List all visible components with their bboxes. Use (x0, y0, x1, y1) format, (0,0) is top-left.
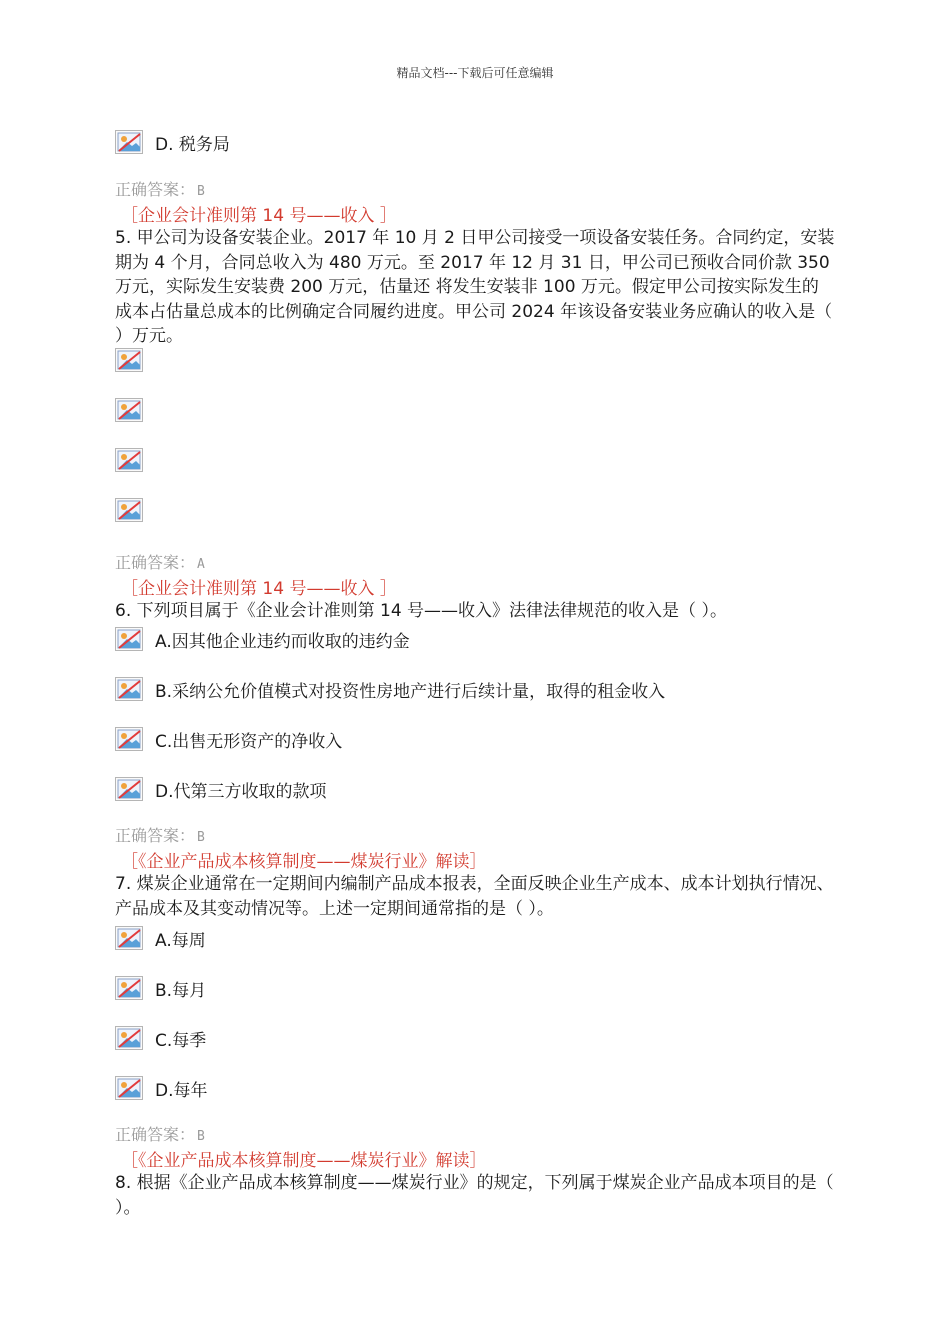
correct-answer-letter: A (197, 557, 205, 572)
question-text: 6. 下列项目属于《企业会计准则第 14 号——收入》法律法律规范的收入是（ ）。 (115, 601, 727, 621)
broken-image-icon (115, 448, 143, 472)
option-label: B.采纳公允价值模式对投资性房地产进行后续计量，取得的租金收入 (155, 681, 666, 702)
answer-option[interactable] (115, 395, 155, 425)
broken-image-icon (115, 727, 143, 751)
question-text: 7. 煤炭企业通常在一定期间内编制产品成本报表，全面反映企业生产成本、成本计划执行情况、产品成本及其变动情况等。上述一定期间通常指的是（ ）。 (115, 874, 834, 919)
broken-image-icon (115, 348, 143, 372)
broken-image-icon (115, 1026, 143, 1050)
option-label: C.出售无形资产的净收入 (155, 731, 343, 752)
correct-answer (115, 1122, 205, 1145)
option-label: A.因其他企业违约而收取的违约金 (155, 631, 410, 652)
broken-image-icon (115, 777, 143, 801)
answer-option[interactable] (115, 973, 206, 1003)
option-label: D.每年 (155, 1080, 208, 1101)
answer-option[interactable] (115, 774, 327, 804)
option-label: C.每季 (155, 1030, 207, 1051)
answer-option[interactable] (115, 445, 155, 475)
answer-option[interactable] (115, 674, 665, 704)
answer-option[interactable] (115, 624, 410, 654)
correct-answer (115, 823, 205, 846)
correct-answer-prefix: 正确答案： (115, 826, 196, 845)
question-text: 8. 根据《企业产品成本核算制度——煤炭行业》的规定，下列属于煤炭企业产品成本项目的是（ ）。 (115, 1173, 834, 1218)
correct-answer (115, 550, 205, 573)
broken-image-icon (115, 926, 143, 950)
source-reference: ［《企业产品成本核算制度——煤炭行业》解读］ (121, 852, 487, 872)
broken-image-icon (115, 1076, 143, 1100)
broken-image-icon (115, 398, 143, 422)
option-label: D.代第三方收取的款项 (155, 781, 327, 802)
correct-answer-letter: B (197, 1129, 205, 1144)
question-text: 5. 甲公司为设备安装企业。2017 年 10 月 2 日甲公司接受一项设备安装任务。合同约定，安装期为 4 个月，合同总收入为 480 万元。至 2017 年 12 月 31 日，甲公司已预收合同价款 350 万元，实际发生安装费 200 万元，估量还 将发生安装非 100 万元。假定甲公司按实际发生的成本占估量总成本的比例确定合同履约进度。甲公司 2024 年该设备安装业务应确认的收入是（ ）万元。 (115, 228, 835, 346)
broken-image-icon (115, 627, 143, 651)
correct-answer-prefix: 正确答案： (115, 180, 196, 199)
answer-option[interactable] (115, 923, 206, 953)
page-header: 精品文档---下载后可任意编辑 (396, 66, 554, 80)
broken-image-icon (115, 130, 143, 154)
answer-option[interactable] (115, 1023, 206, 1053)
source-reference: ［《企业产品成本核算制度——煤炭行业》解读］ (121, 1151, 487, 1171)
broken-image-icon (115, 976, 143, 1000)
source-reference: ［企业会计准则第 14 号——收入 ］ (121, 206, 397, 226)
answer-option[interactable] (115, 127, 230, 157)
answer-option[interactable] (115, 495, 155, 525)
correct-answer-letter: B (197, 184, 205, 199)
correct-answer-letter: B (197, 830, 205, 845)
answer-option[interactable] (115, 724, 342, 754)
answer-option[interactable] (115, 345, 155, 375)
correct-answer-prefix: 正确答案： (115, 1125, 196, 1144)
option-label: D. 税务局 (155, 134, 230, 155)
broken-image-icon (115, 677, 143, 701)
source-reference: ［企业会计准则第 14 号——收入 ］ (121, 579, 397, 599)
correct-answer-prefix: 正确答案： (115, 553, 196, 572)
correct-answer (115, 177, 205, 200)
option-label: B.每月 (155, 980, 207, 1001)
answer-option[interactable] (115, 1073, 208, 1103)
broken-image-icon (115, 498, 143, 522)
option-label: A.每周 (155, 930, 206, 951)
